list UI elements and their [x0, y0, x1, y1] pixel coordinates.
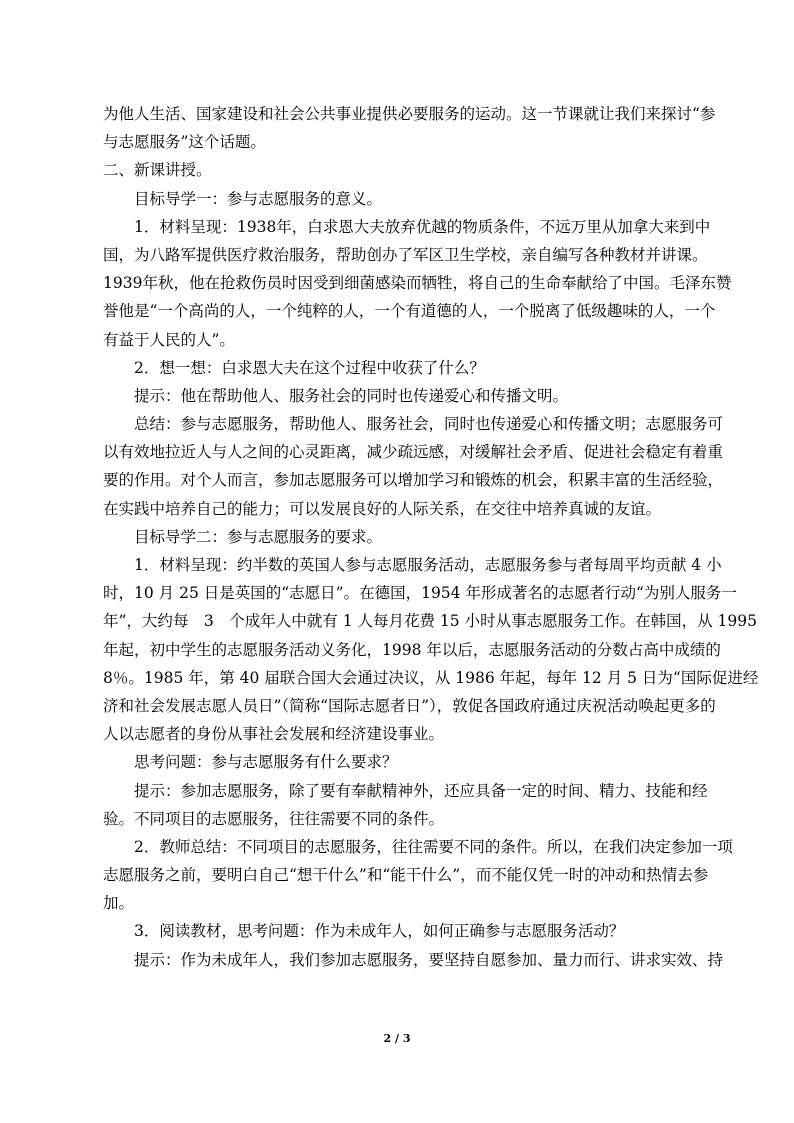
page-number: 2 / 3: [383, 1032, 411, 1045]
text-line: 与志愿服务”这个话题。: [103, 133, 266, 152]
text-line: 有益于人民的人”。: [103, 330, 235, 349]
text-line: 年起，初中学生的志愿服务活动义务化，1998 年以后，志愿服务活动的分数占高中成绩的: [103, 640, 721, 659]
text-line: 提示：他在帮助他人、服务社会的同时也传递爱心和传播文明。: [103, 386, 569, 405]
subsection-heading: 目标导学二：参与志愿服务的要求。: [103, 527, 383, 546]
text-line: 为他人生活、国家建设和社会公共事业提供必要服务的运动。这一节课就让我们来探讨“参: [103, 105, 716, 123]
text-line: 3．阅读教材，思考问题：作为未成年人，如何正确参与志愿服务活动？: [103, 922, 625, 941]
text-line: 2．想一想：白求恩大夫在这个过程中收获了什么？: [103, 358, 485, 377]
text-line: 时，10 月 25 日是英国的“志愿日”。在德国，1954 年形成著名的志愿者行动“为别人服务一: [103, 584, 737, 603]
text-line: 济和社会发展志愿人员日”（简称“国际志愿者日”），敦促各国政府通过庆祝活动唤起更多的: [103, 696, 716, 715]
text-line: 1．材料呈现：1938年，白求恩大夫放弃优越的物质条件，不远万里从加拿大来到中: [103, 217, 711, 236]
text-line: 提示：参加志愿服务，除了要有奉献精神外，还应具备一定的时间、精力、技能和经: [103, 781, 708, 800]
subsection-heading: 目标导学一：参与志愿服务的意义。: [103, 189, 383, 208]
text-line: 加。: [103, 894, 135, 913]
text-line: 总结：参与志愿服务，帮助他人、服务社会，同时也传递爱心和传播文明；志愿服务可: [103, 415, 724, 434]
text-line: 1．材料呈现：约半数的英国人参与志愿服务活动，志愿服务参与者每周平均贡献 4 小: [103, 556, 722, 574]
text-line: 要的作用。对个人而言，参加志愿服务可以增加学习和锻炼的机会，积累丰富的生活经验，: [103, 471, 724, 490]
text-line: 8％。1985 年，第 40 届联合国大会通过决议，从 1986 年起，每年 12 月 5 日为“国际促进经: [103, 668, 759, 687]
text-line: 国，为八路军提供医疗救治服务，帮助创办了军区卫生学校，亲自编写各种教材并讲课。: [103, 245, 708, 264]
text-line: 在实践中培养自己的能力；可以发展良好的人际关系，在交往中培养真诚的友谊。: [103, 499, 662, 518]
text-line: 年”，大约每 3 个成年人中就有 1 人每月花费 15 小时从事志愿服务工作。在韩国，从 1995: [103, 612, 757, 631]
document-body: [103, 100, 759, 974]
text-line: 验。不同项目的志愿服务，往往需要不同的条件。: [103, 809, 445, 828]
text-line: 人以志愿者的身份从事社会发展和经济建设事业。: [103, 725, 445, 744]
text-line: 思考问题：参与志愿服务有什么要求？: [103, 753, 398, 772]
text-line: 志愿服务之前，要明白自己“想干什么”和“能干什么”，而不能仅凭一时的冲动和热情去参: [103, 866, 709, 885]
text-line: 誉他是“一个高尚的人，一个纯粹的人，一个有道德的人，一个脱离了低级趣味的人，一个: [103, 302, 716, 321]
text-line: 1939年秋，他在抢救伤员时因受到细菌感染而牺牲，将自己的生命奉献给了中国。毛泽东赞: [103, 274, 732, 293]
section-heading: 二、新课讲授。: [103, 161, 212, 180]
text-line: 2．教师总结：不同项目的志愿服务，往往需要不同的条件。所以，在我们决定参加一项: [103, 837, 733, 856]
text-line: 以有效地拉近人与人之间的心灵距离，减少疏远感，对缓解社会矛盾、促进社会稳定有着重: [103, 443, 724, 462]
text-line: 提示：作为未成年人，我们参加志愿服务，要坚持自愿参加、量力而行、讲求实效、持: [103, 950, 724, 969]
